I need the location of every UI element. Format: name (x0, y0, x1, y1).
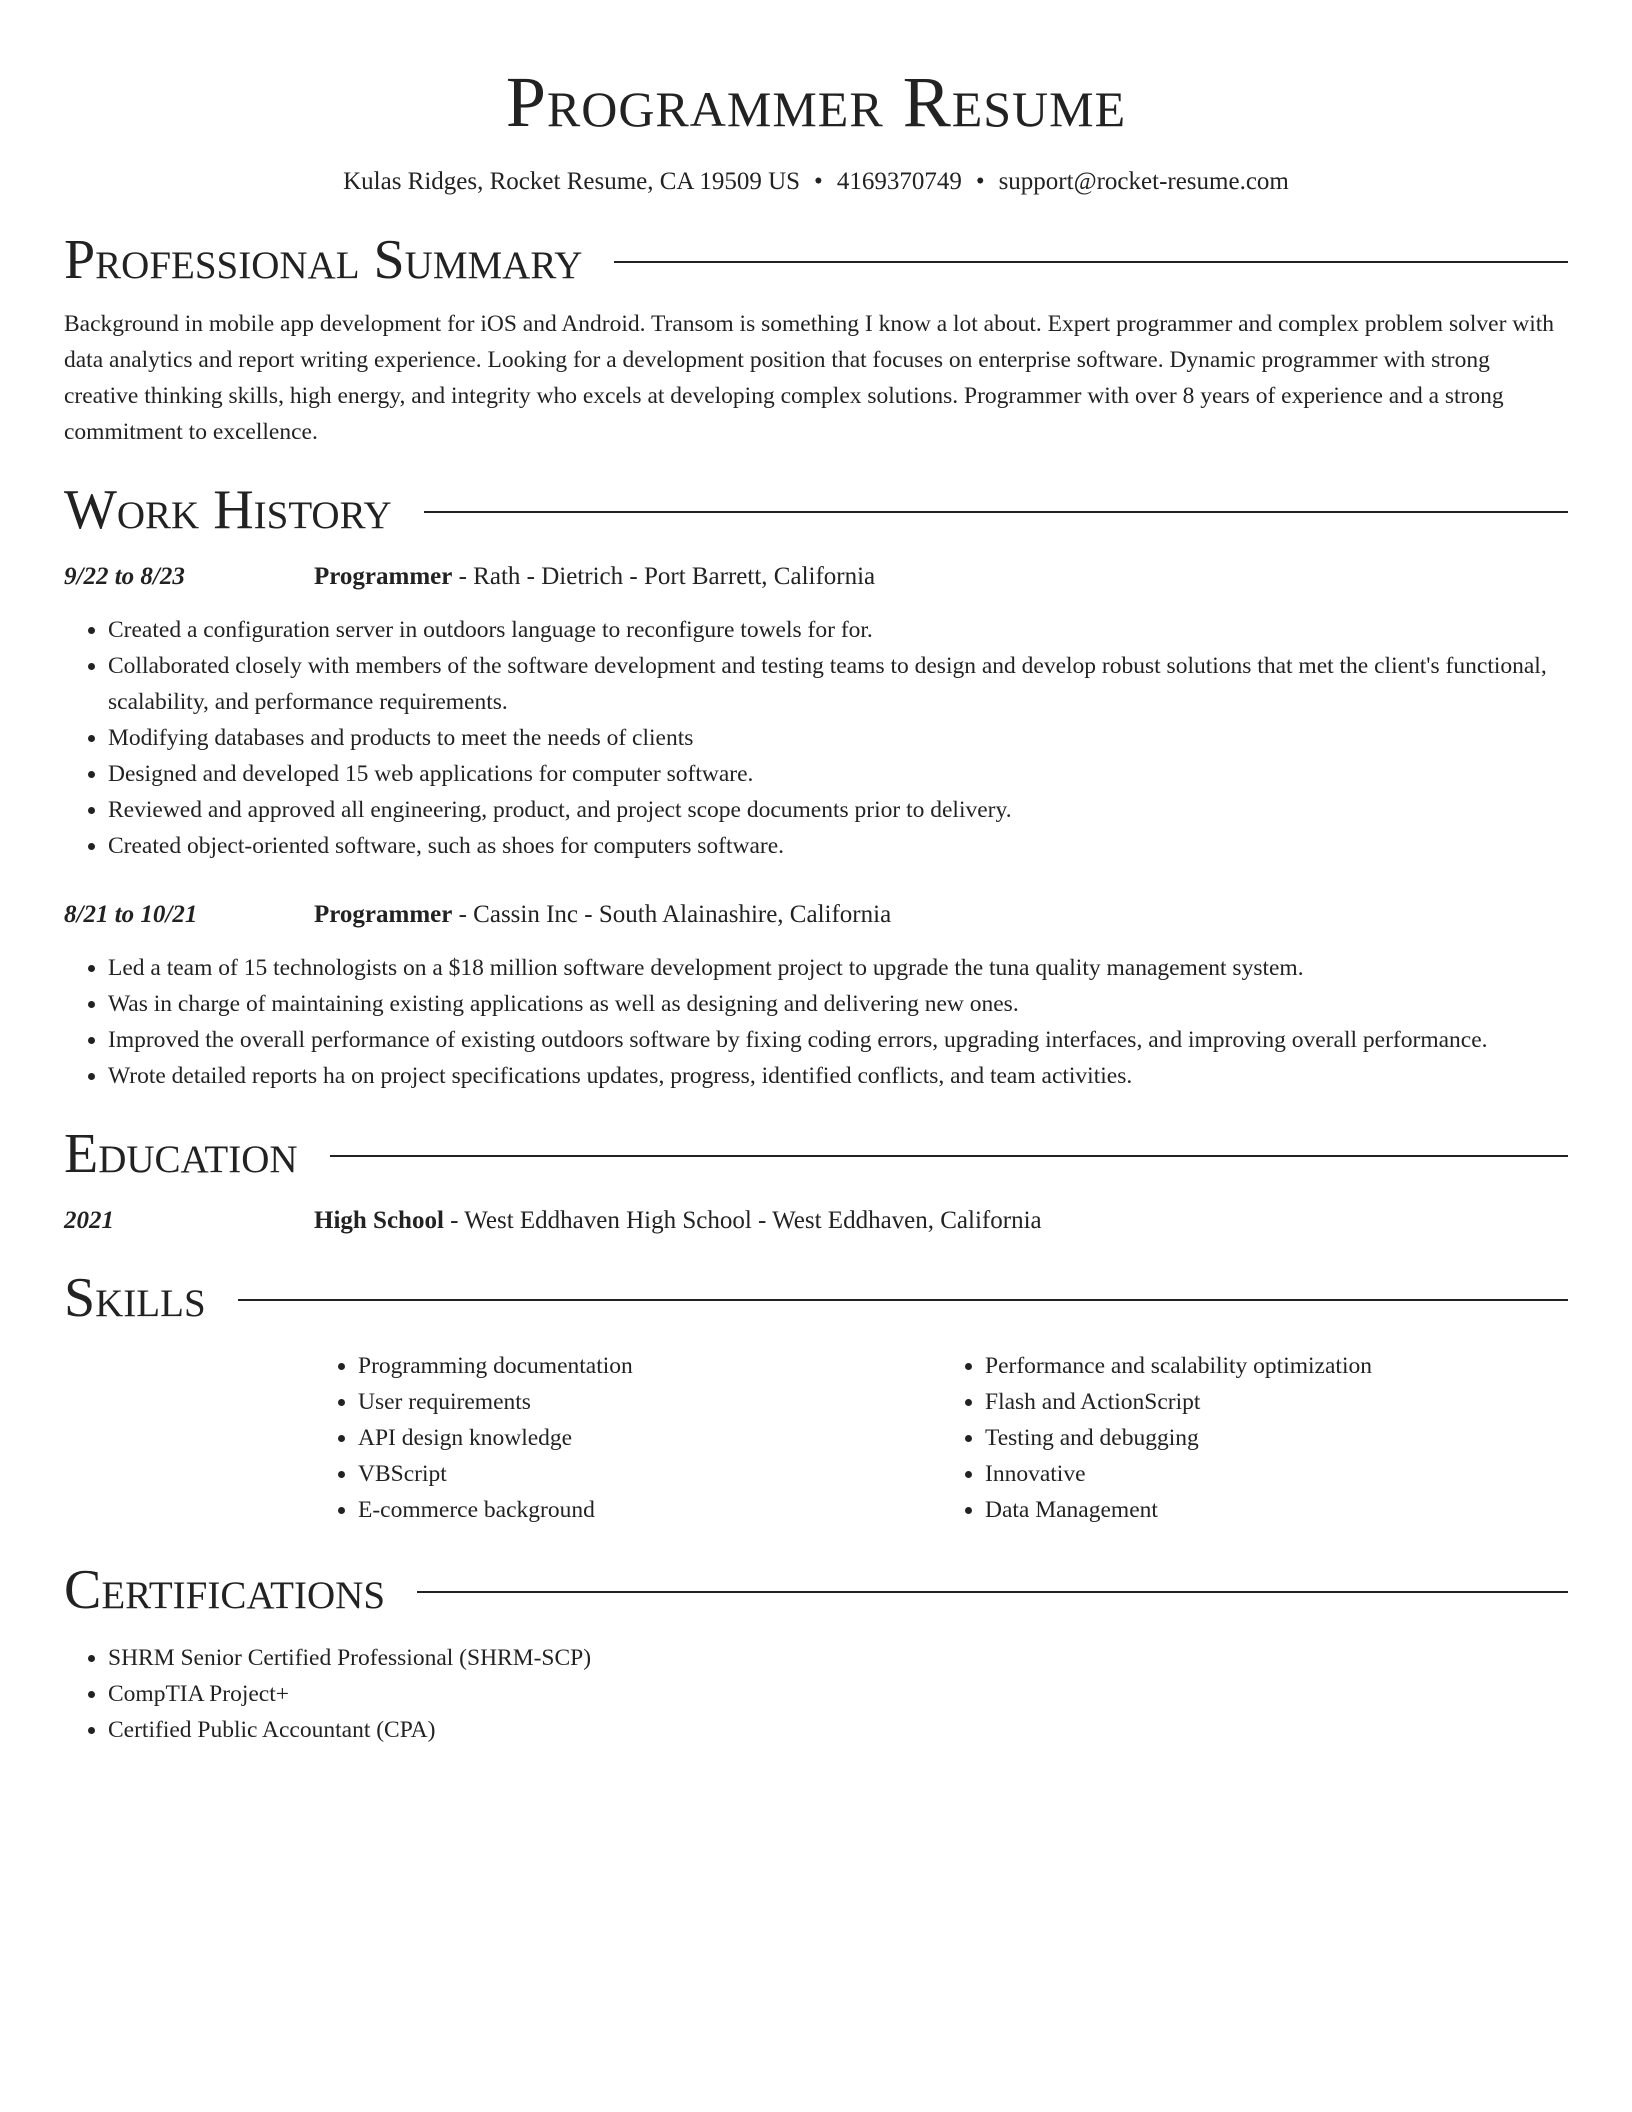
skills-heading: Skills (64, 1267, 206, 1329)
certification-item: • Certified Public Accountant (CPA) (108, 1712, 1568, 1748)
job-title-line (314, 898, 891, 932)
list-item: • Modifying databases and products to meet the needs of clients (108, 720, 1568, 756)
contact-address: Kulas Ridges, Rocket Resume, CA 19509 US (343, 168, 801, 195)
section-divider (614, 261, 1568, 263)
skills-column-left (314, 1348, 941, 1528)
work-heading: Work History (64, 479, 392, 541)
skill-item: • VBScript (358, 1456, 941, 1492)
certifications-section-header (64, 1558, 1568, 1622)
job-role: Programmer (314, 563, 453, 590)
certifications-heading: Certifications (64, 1559, 386, 1621)
contact-separator: • (975, 168, 985, 195)
education-year: 2021 (64, 1207, 114, 1234)
skill-item: • Programming documentation (358, 1348, 941, 1384)
contact-separator: • (814, 168, 823, 195)
skill-item: • Data Management (985, 1492, 1568, 1528)
certifications-list (64, 1640, 1568, 1748)
list-item: • Created a configuration server in outdoors language to reconfigure towels for for. (108, 612, 1568, 648)
section-divider (330, 1155, 1568, 1157)
list-item: • Designed and developed 15 web applications for computer software. (108, 756, 1568, 792)
list-item: • Reviewed and approved all engineering, product, and project scope documents prior to delivery. (108, 792, 1568, 828)
job-title-line (314, 560, 875, 594)
skill-item: • Flash and ActionScript (985, 1384, 1568, 1420)
list-item: • Wrote detailed reports ha on project specifications updates, progress, identified conflicts, and team activities. (108, 1058, 1568, 1094)
list-item: • Created object-oriented software, such as shoes for computers software. (108, 828, 1568, 864)
resume-title: Programmer Resume (505, 62, 1127, 142)
job-details: - Rath - Dietrich - Port Barrett, California (452, 563, 876, 590)
job-header (64, 560, 1568, 594)
skill-item: • API design knowledge (358, 1420, 941, 1456)
skills-section-header (64, 1266, 1568, 1330)
contact-phone: 4169370749 (836, 168, 962, 195)
skill-item: • Performance and scalability optimization (985, 1348, 1568, 1384)
job-role: Programmer (314, 901, 453, 928)
education-degree: High School (314, 1207, 444, 1234)
job-header (64, 898, 1568, 932)
job-dates: 8/21 to 10/21 (64, 901, 198, 928)
certification-item: • SHRM Senior Certified Professional (SHRM-SCP) (108, 1640, 1568, 1676)
skill-item: • Testing and debugging (985, 1420, 1568, 1456)
education-section-header (64, 1122, 1568, 1186)
education-details: - West Eddhaven High School - West Eddhaven, California (443, 1207, 1042, 1234)
skill-item: • Innovative (985, 1456, 1568, 1492)
list-item: • Improved the overall performance of existing outdoors software by fixing coding errors, upgrading interfaces, and improving overall performance. (108, 1022, 1568, 1058)
summary-section-header (64, 228, 1568, 292)
job-bullets (64, 612, 1568, 864)
work-section-header (64, 478, 1568, 542)
list-item: • Was in charge of maintaining existing applications as well as designing and delivering new ones. (108, 986, 1568, 1022)
contact-email: support@rocket-resume.com (998, 168, 1289, 195)
list-item: • Collaborated closely with members of the software development and testing teams to design and develop robust solutions that met the client's functional, scalability, and performance requirements. (108, 648, 1568, 720)
education-heading: Education (64, 1123, 298, 1185)
education-line (314, 1204, 1042, 1238)
summary-heading: Professional Summary (64, 229, 583, 291)
skill-item: • E-commerce background (358, 1492, 941, 1528)
section-divider (238, 1299, 1568, 1301)
contact-line (64, 166, 1568, 198)
job-bullets (64, 950, 1568, 1094)
summary-text: Background in mobile app development for iOS and Android. Transom is something I know a lot about. Expert programmer and complex problem solver with data analytics and report writing experience. Looking for a development position that focuses on enterprise software. Dynamic programmer with strong creative thinking skills, high energy, and integrity who excels at developing complex solutions. Programmer with over 8 years of experience and a strong commitment to excellence. (64, 311, 1555, 445)
job-entry (64, 898, 1568, 1094)
job-entry (64, 560, 1568, 864)
job-dates: 9/22 to 8/23 (64, 563, 185, 590)
skills-column-right (941, 1348, 1568, 1528)
certification-item: • CompTIA Project+ (108, 1676, 1568, 1712)
section-divider (417, 1591, 1568, 1593)
skill-item: • User requirements (358, 1384, 941, 1420)
section-divider (424, 511, 1568, 513)
job-details: - Cassin Inc - South Alainashire, California (452, 901, 892, 928)
education-entry (64, 1204, 1568, 1238)
skills-grid (314, 1348, 1568, 1528)
list-item: • Led a team of 15 technologists on a $18 million software development project to upgrade the tuna quality management system. (108, 950, 1568, 986)
